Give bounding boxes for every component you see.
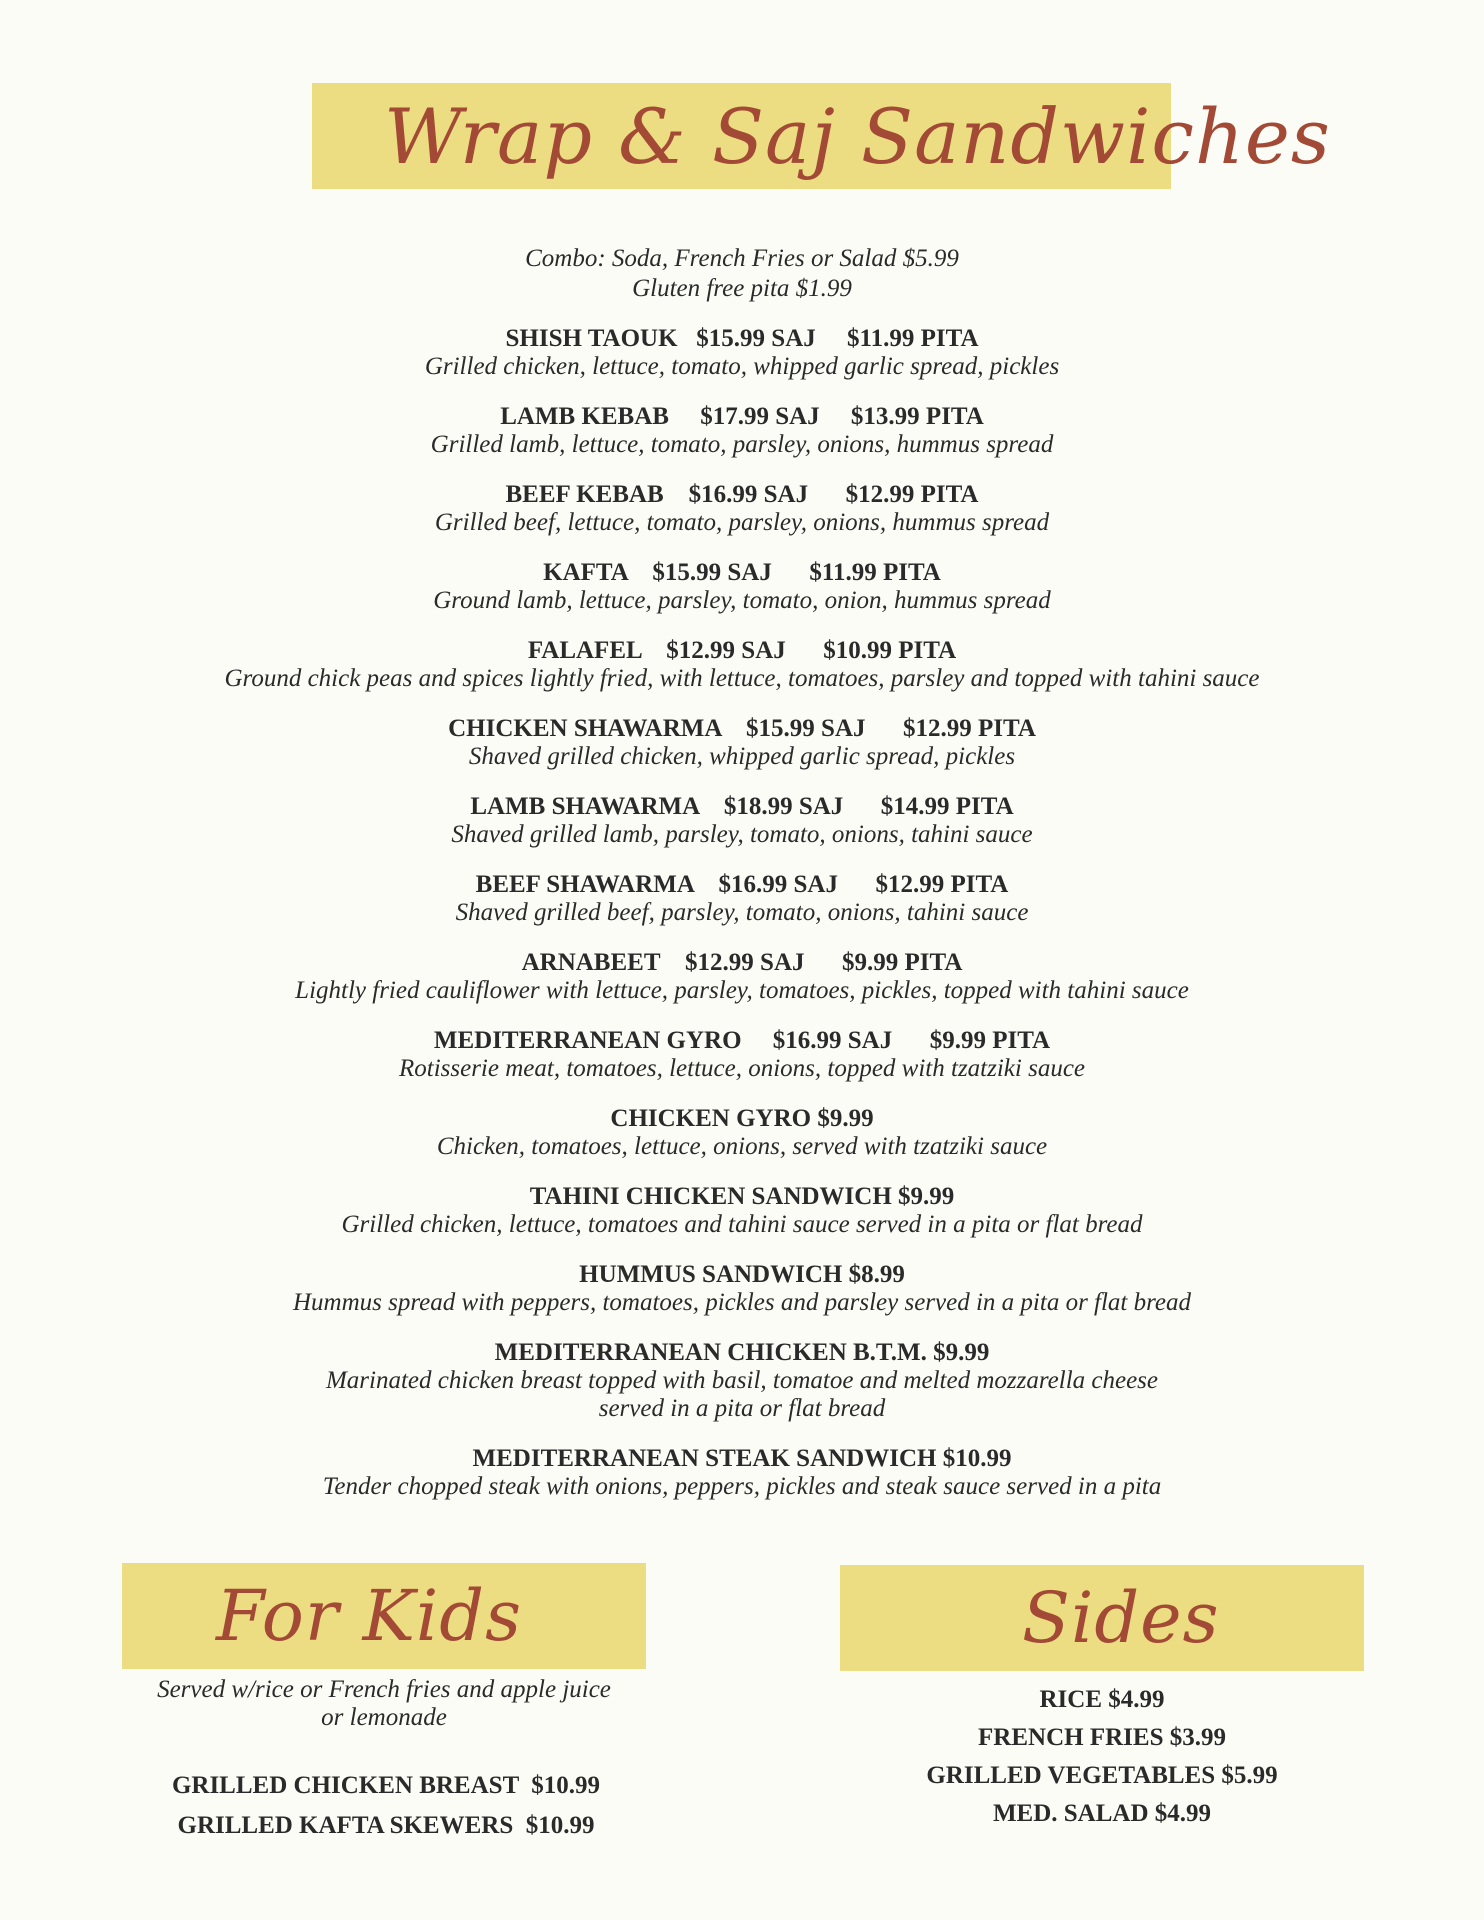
menu-item-name-price: ARNABEET $12.99 SAJ $9.99 PITA [521,949,963,976]
menu-item [0,1261,1484,1317]
menu-item [0,481,1484,537]
menu-item [0,637,1484,693]
kids-item: GRILLED KAFTA SKEWERS $10.99 [177,1812,595,1839]
menu-item-description: Grilled beef, lettuce, tomato, parsley, onions, hummus spread [434,509,1050,536]
kids-list [122,1766,650,1846]
side-item: MED. SALAD $4.99 [992,1800,1212,1827]
menu-item [0,1183,1484,1239]
menu-item-description: Ground lamb, lettuce, parsley, tomato, onion, hummus spread [433,587,1051,614]
menu-item [0,793,1484,849]
menu-item-description: Shaved grilled beef, parsley, tomato, onions, tahini sauce [455,899,1029,926]
menu-item [0,1027,1484,1083]
combo-line: Combo: Soda, French Fries or Salad $5.99 [525,245,959,272]
sides-title: Sides [1022,1577,1220,1659]
menu-item-description: Grilled lamb, lettuce, tomato, parsley, onions, hummus spread [430,431,1054,458]
menu-item [0,715,1484,771]
menu-item-name-price: CHICKEN GYRO $9.99 [610,1105,874,1132]
menu-item [0,325,1484,381]
menu-item-description: Rotisserie meat, tomatoes, lettuce, onions, topped with tzatziki sauce [398,1055,1086,1082]
menu-item-name-price: KAFTA $15.99 SAJ $11.99 PITA [543,559,941,586]
menu-item-name-price: HUMMUS SANDWICH $8.99 [579,1261,905,1288]
sandwich-list [0,325,1484,1523]
menu-item [0,1445,1484,1501]
menu-item-description: Shaved grilled lamb, parsley, tomato, onions, tahini sauce [451,821,1033,848]
menu-item [0,1339,1484,1423]
menu-item-description: Tender chopped steak with onions, peppers, pickles and steak sauce served in a pita [322,1473,1162,1500]
menu-item-description: Chicken, tomatoes, lettuce, onions, served with tzatziki sauce [436,1133,1048,1160]
gluten-free-line: Gluten free pita $1.99 [632,275,852,302]
menu-item [0,1105,1484,1161]
menu-item-name-price: BEEF SHAWARMA $16.99 SAJ $12.99 PITA [475,871,1009,898]
combo-info [0,244,1484,304]
menu-item-name-price: MEDITERRANEAN GYRO $16.99 SAJ $9.99 PITA [433,1027,1051,1054]
side-item: RICE $4.99 [1039,1686,1165,1713]
menu-item-name-price: LAMB SHAWARMA $18.99 SAJ $14.99 PITA [470,793,1014,820]
menu-item-description: Marinated chicken breast topped with basil, tomatoe and melted mozzarella cheese served in a pita or flat bread [325,1367,1159,1422]
menu-item-description: Grilled chicken, lettuce, tomatoes and tahini sauce served in a pita or flat bread [341,1211,1143,1238]
menu-item-description: Shaved grilled chicken, whipped garlic spread, pickles [468,743,1016,770]
kids-title: For Kids [216,1575,523,1657]
menu-item-name-price: FALAFEL $12.99 SAJ $10.99 PITA [527,637,957,664]
sides-list [840,1681,1364,1833]
side-item: FRENCH FRIES $3.99 [978,1724,1226,1751]
menu-item-name-price: BEEF KEBAB $16.99 SAJ $12.99 PITA [505,481,979,508]
menu-item [0,871,1484,927]
menu-item-name-price: MEDITERRANEAN CHICKEN B.T.M. $9.99 [494,1339,990,1366]
menu-item [0,559,1484,615]
menu-item [0,949,1484,1005]
menu-item-name-price: MEDITERRANEAN STEAK SANDWICH $10.99 [472,1445,1012,1472]
menu-item-name-price: CHICKEN SHAWARMA $15.99 SAJ $12.99 PITA [448,715,1036,742]
menu-item-description: Ground chick peas and spices lightly fried, with lettuce, tomatoes, parsley and topped with tahini sauce [224,665,1260,692]
menu-item [0,403,1484,459]
menu-item-name-price: LAMB KEBAB $17.99 SAJ $13.99 PITA [500,403,984,430]
kids-note: Served w/rice or French fries and apple juice or lemonade [157,1676,611,1731]
menu-item-name-price: TAHINI CHICKEN SANDWICH $9.99 [529,1183,955,1210]
menu-item-name-price: SHISH TAOUK $15.99 SAJ $11.99 PITA [505,325,979,352]
kids-item: GRILLED CHICKEN BREAST $10.99 [171,1772,601,1799]
side-item: GRILLED VEGETABLES $5.99 [926,1762,1278,1789]
page-title: Wrap & Saj Sandwiches [384,92,1331,181]
menu-item-description: Hummus spread with peppers, tomatoes, pickles and parsley served in a pita or flat bread [292,1289,1192,1316]
menu-item-description: Grilled chicken, lettuce, tomato, whipped garlic spread, pickles [424,353,1060,380]
menu-item-description: Lightly fried cauliflower with lettuce, parsley, tomatoes, pickles, topped with tahini sauce [295,977,1189,1004]
